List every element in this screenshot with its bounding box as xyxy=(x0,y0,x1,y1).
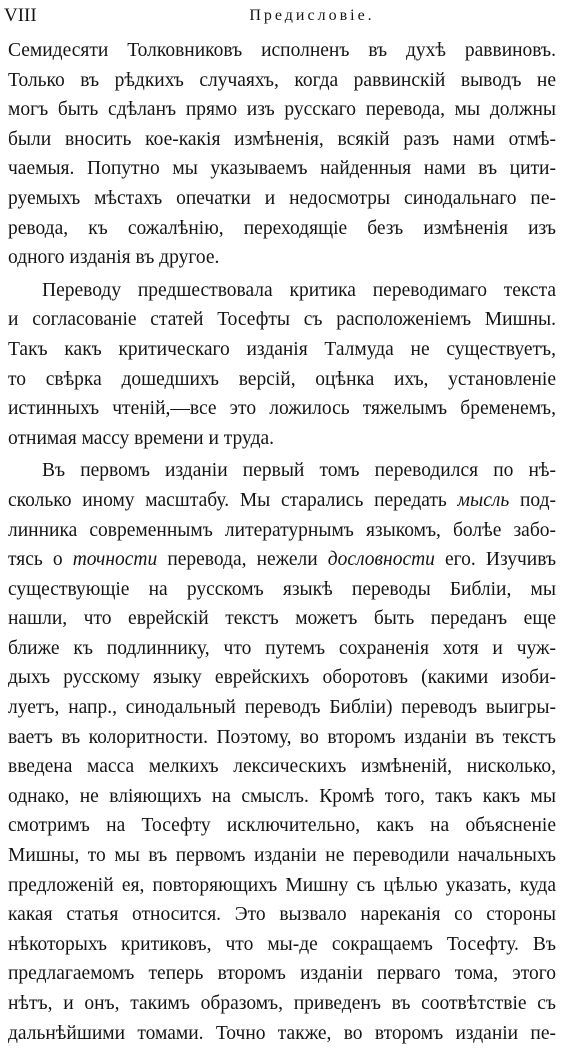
paragraph-2 xyxy=(8,276,556,454)
text-line: предлагаемомъ теперь второмъ изданіи перваго тома, этого xyxy=(8,963,556,985)
text-line: предложеній ея, повторяющихъ Мишну съ цѣлью указать, куда xyxy=(8,874,556,896)
italic-word: дословности xyxy=(327,549,435,571)
text-line: луетъ, напр., синодальный переводъ Библіи) переводъ выигры- xyxy=(8,697,556,719)
text-span: тясь о xyxy=(8,549,63,571)
text-line: одного изданія въ другое. xyxy=(8,247,220,269)
text-line: Такъ какъ критическаго изданія Талмуда не существуетъ, xyxy=(8,338,556,360)
text-line: могъ быть сдѣланъ прямо изъ русскаго перевода, мы должны xyxy=(8,99,556,121)
italic-word: мысль xyxy=(457,489,510,511)
page-header xyxy=(4,4,560,28)
text-line: дыхъ русскому языку еврейскихъ оборотовъ (какими изоби- xyxy=(8,667,556,689)
text-span: перевода, нежели xyxy=(167,549,318,571)
text-line: существующіе на русскомъ языкѣ переводы Библіи, мы xyxy=(8,578,556,600)
text-line: нашли, что еврейскій текстъ можетъ быть переданъ еще xyxy=(8,608,556,630)
text-line: Мишны, то мы въ первомъ изданіи не переводили начальныхъ xyxy=(8,845,556,867)
text-line: нѣтъ, и онъ, такимъ образомъ, приведенъ въ соотвѣтствіе съ xyxy=(8,993,556,1014)
text-line: дальнѣйшими томами. Точно также, во второмъ изданіи пе- xyxy=(8,1022,556,1044)
italic-word: точности xyxy=(72,549,158,571)
text-line: ваетъ въ колоритности. Поэтому, во второмъ изданіи въ текстъ xyxy=(8,726,556,748)
text-line: Переводу предшествовала критика переводимаго текста xyxy=(42,279,556,301)
text-line: руемыхъ мѣстахъ опечатки и недосмотры синодальнаго пе- xyxy=(8,187,556,209)
text-line: истинныхъ чтеній,—все это ложилось тяжелымъ бременемъ, xyxy=(8,398,556,420)
text-line: линника современнымъ литературнымъ языкомъ, болѣе забо- xyxy=(8,519,556,541)
running-head: Предисловіе. xyxy=(249,7,375,24)
paragraph-1 xyxy=(8,36,556,273)
text-line: однако, не вліяющихъ на смыслъ. Кромѣ того, такъ какъ мы xyxy=(8,785,556,807)
text-line: то свѣрка дошедшихъ версій, оцѣнка ихъ, установленіе xyxy=(8,368,556,390)
text-line: Семидесяти Толковниковъ исполненъ въ духѣ раввиновъ. xyxy=(8,40,556,61)
text-line: введена масса мелкихъ лексическихъ измѣненій, нисколько, xyxy=(8,756,556,778)
paragraph-3 xyxy=(8,456,556,1048)
text-span: под- xyxy=(519,489,556,511)
text-line: и согласованіе статей Тосефты съ расположеніемъ Мишны. xyxy=(8,309,556,331)
text-line: смотримъ на Тосефту исключительно, какъ на объясненіе xyxy=(8,815,556,837)
text-line: ревода, къ сожалѣнію, переходящіе безъ измѣненія изъ xyxy=(8,217,556,239)
text-line: нѣкоторыхъ критиковъ, что мы-де сокращаемъ Тосефту. Въ xyxy=(8,933,556,955)
body-text xyxy=(8,36,556,1048)
text-line: чаемыя. Попутно мы указываемъ найденныя нами въ цити- xyxy=(8,158,556,180)
page-number: VIII xyxy=(4,5,37,26)
text-line xyxy=(8,545,556,575)
text-line: ближе къ подлиннику, что путемъ сохраненія хотя и чуж- xyxy=(8,637,556,659)
text-line: отнимая массу времени и труда. xyxy=(8,427,275,449)
text-line: были вносить кое-какія измѣненія, всякій разъ нами отмѣ- xyxy=(8,128,556,150)
text-span: сколько иному масштабу. Мы старались передать xyxy=(8,489,447,511)
text-line: какая статья относится. Это вызвало нареканія со стороны xyxy=(8,904,556,926)
text-line: Только въ рѣдкихъ случаяхъ, когда раввинскій выводъ не xyxy=(8,69,556,91)
text-line xyxy=(8,486,556,516)
text-line: Въ первомъ изданіи первый томъ переводился по нѣ- xyxy=(42,460,556,482)
text-span: его. Изучивъ xyxy=(445,549,556,571)
